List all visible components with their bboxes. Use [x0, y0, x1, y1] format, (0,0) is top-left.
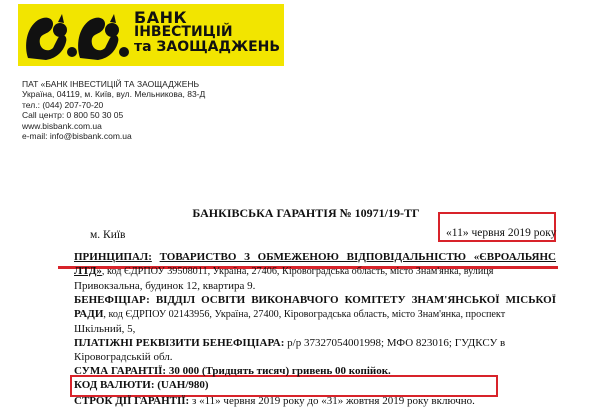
beneficiary-label: БЕНЕФІЦІАР: [74, 294, 150, 306]
payment-line-1 [74, 336, 556, 350]
currency-code: КОД ВАЛЮТИ: (UAH/980) [74, 379, 209, 391]
payment-details-2: Кіровоградській обл. [74, 351, 173, 363]
phone-label: тел.: [22, 99, 40, 110]
principal-line-2 [74, 264, 556, 279]
guarantee-amount: СУМА ГАРАНТІЇ: 30 000 (Тридцять тисяч) гривень 00 копійок. [74, 365, 391, 377]
payment-label: ПЛАТІЖНІ РЕКВІЗИТИ БЕНЕФІЦІАРА: [74, 337, 285, 349]
contact-block [22, 79, 205, 141]
email-link[interactable]: e-mail: info@bisbank.com.ua [22, 131, 132, 142]
website-link[interactable]: www.bisbank.com.ua [22, 120, 102, 131]
beneficiary-name-end: РАДИ [74, 308, 104, 320]
beneficiary-line-1 [74, 293, 556, 307]
guarantee-body [74, 250, 556, 408]
term-line [74, 392, 556, 408]
company-phone [22, 100, 205, 110]
beneficiary-details-2: Шкільний, 5, [74, 323, 136, 335]
beneficiary-name: ВІДДІЛ ОСВІТИ ВИКОНАВЧОГО КОМІТЕТУ ЗНАМ'ЯНСЬКОЇ МІСЬКОЇ [155, 294, 557, 306]
principal-line-1 [74, 250, 556, 264]
principal-name: ТОВАРИСТВО З ОБМЕЖЕНОЮ ВІДПОВІДАЛЬНІСТЮ «ЄВРОАЛЬЯНС [159, 251, 557, 263]
payment-details: р/р 37327054001998; МФО 823016; ГУДКСУ в [284, 337, 506, 349]
term-value: з «11» червня 2019 року до «31» жовтня 2019 року включно. [189, 395, 475, 407]
document-city: м. Київ [90, 229, 126, 241]
beneficiary-line-2 [74, 307, 556, 322]
document-title: БАНКІВСЬКА ГАРАНТІЯ № 10971/19-ТГ [192, 206, 420, 220]
squirrel-logo-icon [22, 8, 130, 62]
bank-name [134, 10, 280, 55]
company-address: Україна, 04119, м. Київ, вул. Мельникова, 83-Д [22, 89, 206, 100]
logo-line-2: ІНВЕСТИЦІЙ [134, 24, 233, 40]
call-center: Call центр: 0 800 50 30 05 [22, 110, 124, 121]
principal-name-end: ЛТД» [74, 265, 102, 277]
principal-label: ПРИНЦИПАЛ: [74, 251, 152, 263]
phone-number: (044) 207-70-20 [42, 99, 104, 110]
bank-logo [18, 4, 284, 66]
company-name: ПАТ «БАНК ІНВЕСТИЦІЙ ТА ЗАОЩАДЖЕНЬ [22, 79, 200, 89]
term-label: СТРОК ДІЇ ГАРАНТІЇ: [74, 395, 190, 407]
principal-details-2: Привокзальна, будинок 12, квартира 9. [74, 280, 256, 292]
logo-line-1: БАНК [134, 8, 188, 27]
principal-details: , код ЄДРПОУ 39508011, Україна, 27406, Кіровоградська область, місто Знам'янка, вулиця [101, 266, 494, 277]
beneficiary-details: , код ЄДРПОУ 02143956, Україна, 27400, Кіровоградська область, місто Знам'янка, проспект [103, 309, 506, 320]
document-date: «11» червня 2019 року [446, 227, 557, 239]
logo-line-3: та ЗАОЩАДЖЕНЬ [134, 39, 281, 55]
